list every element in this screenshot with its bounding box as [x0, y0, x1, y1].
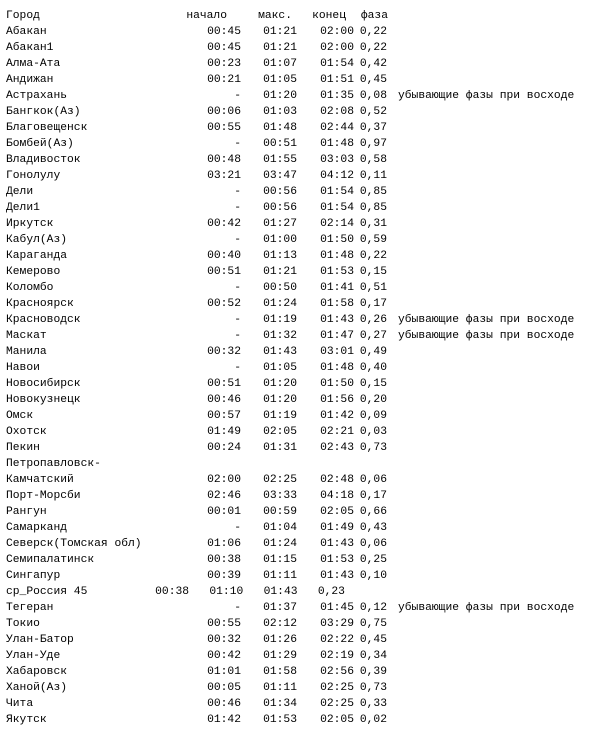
table-row: [6, 664, 612, 680]
max-time-cell: 01:19: [263, 314, 297, 326]
start-time-cell: 00:45: [207, 42, 241, 54]
table-row: [6, 72, 612, 88]
max-time-cell: 01:48: [263, 122, 297, 134]
start-time-cell: -: [234, 138, 241, 150]
city-cell: Кабул(Аз): [6, 234, 68, 246]
header-end: конец: [312, 10, 346, 22]
start-time-cell: 02:00: [207, 474, 241, 486]
max-time-cell: 01:04: [263, 522, 297, 534]
max-time-cell: 01:24: [263, 538, 297, 550]
end-time-cell: 01:50: [320, 234, 354, 246]
city-cell: Бомбей(Аз): [6, 138, 74, 150]
end-time-cell: 01:42: [320, 410, 354, 422]
end-time-cell: 03:01: [320, 346, 354, 358]
city-cell: Астрахань: [6, 90, 68, 102]
table-row: [6, 24, 612, 40]
city-cell: Абакан1: [6, 42, 54, 54]
phase-cell: 0,17: [359, 490, 387, 502]
city-cell: Семипалатинск: [6, 554, 95, 566]
phase-cell: 0,09: [359, 410, 387, 422]
start-time-cell: 00:48: [207, 154, 241, 166]
city-cell: Красноярск: [6, 298, 74, 310]
max-time-cell: 01:19: [263, 410, 297, 422]
start-time-cell: 00:55: [207, 618, 241, 630]
max-time-cell: 01:11: [263, 682, 297, 694]
phase-cell: 0,49: [359, 346, 387, 358]
max-time-cell: 01:21: [263, 42, 297, 54]
max-time-cell: 01:29: [263, 650, 297, 662]
max-time-cell: 00:59: [263, 506, 297, 518]
end-time-cell: 01:56: [320, 394, 354, 406]
city-cell: Алма-Ата: [6, 58, 61, 70]
table-row: [6, 536, 612, 552]
max-time-cell: 01:53: [263, 714, 297, 726]
table-header: [6, 8, 612, 24]
phase-cell: 0,45: [359, 74, 387, 86]
table-row: [6, 40, 612, 56]
phase-cell: 0,75: [359, 618, 387, 630]
phase-cell: 0,40: [359, 362, 387, 374]
end-time-cell: 01:41: [320, 282, 354, 294]
phase-cell: 0,11: [359, 170, 387, 182]
max-time-cell: 01:20: [263, 378, 297, 390]
phase-cell: 0,06: [359, 474, 387, 486]
city-cell: Хабаровск: [6, 666, 68, 678]
end-time-cell: 01:50: [320, 378, 354, 390]
start-time-cell: 00:39: [207, 570, 241, 582]
city-cell: Андижан: [6, 74, 54, 86]
phase-cell: 0,51: [359, 282, 387, 294]
phase-cell: 0,97: [359, 138, 387, 150]
phase-cell: 0,73: [359, 682, 387, 694]
start-time-cell: 00:46: [207, 698, 241, 710]
start-time-cell: -: [234, 522, 241, 534]
table-row: [6, 616, 612, 632]
table-row: [6, 696, 612, 712]
max-time-cell: 03:33: [263, 490, 297, 502]
max-time-cell: 01:32: [263, 330, 297, 342]
start-time-cell: 00:51: [207, 266, 241, 278]
max-time-cell: 01:55: [263, 154, 297, 166]
phase-cell: 0,33: [359, 698, 387, 710]
start-time-cell: 00:23: [207, 58, 241, 70]
phase-cell: 0,43: [359, 522, 387, 534]
max-time-cell: 02:05: [263, 426, 297, 438]
end-time-cell: 02:05: [320, 714, 354, 726]
table-row: [6, 152, 612, 168]
max-time-cell: 00:50: [263, 282, 297, 294]
max-time-cell: 01:58: [263, 666, 297, 678]
start-time-cell: 00:38: [207, 554, 241, 566]
table-row: [6, 552, 612, 568]
max-time-cell: 02:25: [263, 474, 297, 486]
end-time-cell: 02:43: [320, 442, 354, 454]
start-time-cell: 00:32: [207, 634, 241, 646]
max-time-cell: 01:21: [263, 26, 297, 38]
max-time-cell: 00:51: [263, 138, 297, 150]
city-cell: Омск: [6, 410, 34, 422]
note-cell: убывающие фазы при восходе: [398, 314, 575, 326]
end-time-cell: 01:53: [320, 554, 354, 566]
phase-cell: 0,66: [359, 506, 387, 518]
start-time-cell: 00:55: [207, 122, 241, 134]
end-time-cell: 01:51: [320, 74, 354, 86]
max-time-cell: 01:37: [263, 602, 297, 614]
max-time-cell: 01:05: [263, 362, 297, 374]
phase-cell: 0,17: [359, 298, 387, 310]
city-cell: Улан-Уде: [6, 650, 61, 662]
table-row: [6, 264, 612, 280]
start-time-cell: -: [234, 362, 241, 374]
phase-cell: 0,02: [359, 714, 387, 726]
end-time-cell: 01:45: [320, 602, 354, 614]
city-cell: Токио: [6, 618, 40, 630]
phase-cell: 0,22: [359, 42, 387, 54]
start-time-cell: -: [234, 282, 241, 294]
end-time-cell: 01:35: [320, 90, 354, 102]
max-time-cell: 01:43: [263, 346, 297, 358]
header-city: Город: [6, 10, 40, 22]
start-time-cell: 00:51: [207, 378, 241, 390]
city-cell: Караганда: [6, 250, 68, 262]
table-row: [6, 88, 612, 104]
city-cell: Маскат: [6, 330, 47, 342]
table-row: [6, 344, 612, 360]
end-time-cell: 01:48: [320, 362, 354, 374]
table-row: [6, 600, 612, 616]
table-row: [6, 456, 612, 472]
city-cell: Самарканд: [6, 522, 68, 534]
end-time-cell: 01:47: [320, 330, 354, 342]
end-time-cell: 03:03: [320, 154, 354, 166]
city-cell: Благовещенск: [6, 122, 88, 134]
table-row: [6, 232, 612, 248]
max-time-cell: 01:26: [263, 634, 297, 646]
phase-cell: 0,37: [359, 122, 387, 134]
header-phase: фаза: [360, 10, 388, 22]
end-time-cell: 01:53: [320, 266, 354, 278]
max-time-cell: 01:21: [263, 266, 297, 278]
max-time-cell: 01:20: [263, 90, 297, 102]
table-row: [6, 296, 612, 312]
table-row: [6, 568, 612, 584]
city-cell: Рангун: [6, 506, 47, 518]
start-time-cell: -: [234, 330, 241, 342]
end-time-cell: 02:14: [320, 218, 354, 230]
max-time-cell: 02:12: [263, 618, 297, 630]
city-cell: Порт-Морсби: [6, 490, 81, 502]
table-row: [6, 56, 612, 72]
start-time-cell: 00:42: [207, 218, 241, 230]
city-cell: Сингапур: [6, 570, 61, 582]
end-time-cell: 04:12: [320, 170, 354, 182]
start-time-cell: -: [234, 186, 241, 198]
end-time-cell: 01:49: [320, 522, 354, 534]
phase-cell: 0,31: [359, 218, 387, 230]
start-time-cell: 00:42: [207, 650, 241, 662]
table-row: [6, 504, 612, 520]
header-start: начало: [186, 10, 227, 22]
phase-cell: 0,59: [359, 234, 387, 246]
start-time-cell: 00:01: [207, 506, 241, 518]
start-time-cell: 00:45: [207, 26, 241, 38]
table-row: [6, 120, 612, 136]
table-row: [6, 680, 612, 696]
phase-cell: 0,27: [359, 330, 387, 342]
max-time-cell: 03:47: [263, 170, 297, 182]
table-row: [6, 712, 612, 728]
table-row: [6, 408, 612, 424]
end-time-cell: 01:43: [320, 314, 354, 326]
phase-cell: 0,25: [359, 554, 387, 566]
summary-line: ср_Россия 45 00:38 01:10 01:43 0,23: [6, 586, 345, 598]
city-cell: Ханой(Аз): [6, 682, 68, 694]
max-time-cell: 01:11: [263, 570, 297, 582]
end-time-cell: 02:25: [320, 698, 354, 710]
end-time-cell: 01:58: [320, 298, 354, 310]
city-cell: Бангкок(Аз): [6, 106, 81, 118]
city-cell: Красноводск: [6, 314, 81, 326]
phase-cell: 0,26: [359, 314, 387, 326]
start-time-cell: -: [234, 602, 241, 614]
phase-cell: 0,85: [359, 186, 387, 198]
max-time-cell: 00:56: [263, 202, 297, 214]
table-row: [6, 648, 612, 664]
end-time-cell: 01:43: [320, 570, 354, 582]
start-time-cell: -: [234, 234, 241, 246]
phase-cell: 0,20: [359, 394, 387, 406]
phase-cell: 0,34: [359, 650, 387, 662]
table-row: [6, 520, 612, 536]
phase-cell: 0,39: [359, 666, 387, 678]
end-time-cell: 02:56: [320, 666, 354, 678]
table-row: [6, 488, 612, 504]
phase-cell: 0,42: [359, 58, 387, 70]
city-cell: Тегеран: [6, 602, 54, 614]
phase-cell: 0,15: [359, 378, 387, 390]
max-time-cell: 01:13: [263, 250, 297, 262]
table-row: [6, 280, 612, 296]
start-time-cell: -: [234, 314, 241, 326]
phase-cell: 0,03: [359, 426, 387, 438]
end-time-cell: 02:22: [320, 634, 354, 646]
city-cell: Кемерово: [6, 266, 61, 278]
max-time-cell: 01:15: [263, 554, 297, 566]
table-row: [6, 184, 612, 200]
end-time-cell: 01:48: [320, 250, 354, 262]
table-row: [6, 104, 612, 120]
phase-cell: 0,22: [359, 250, 387, 262]
eclipse-table: [6, 8, 612, 728]
start-time-cell: 00:46: [207, 394, 241, 406]
end-time-cell: 03:29: [320, 618, 354, 630]
table-row: [6, 376, 612, 392]
start-time-cell: 00:06: [207, 106, 241, 118]
start-time-cell: 00:40: [207, 250, 241, 262]
city-cell: Новокузнецк: [6, 394, 81, 406]
phase-cell: 0,12: [359, 602, 387, 614]
city-cell: Гонолулу: [6, 170, 61, 182]
start-time-cell: -: [234, 202, 241, 214]
city-cell: Петропавловск-: [6, 458, 101, 470]
start-time-cell: 01:42: [207, 714, 241, 726]
table-row: [6, 216, 612, 232]
city-cell: Северск(Томская обл): [6, 538, 142, 550]
end-time-cell: 02:00: [320, 42, 354, 54]
note-cell: убывающие фазы при восходе: [398, 602, 575, 614]
table-row: [6, 472, 612, 488]
table-row: [6, 168, 612, 184]
start-time-cell: 02:46: [207, 490, 241, 502]
end-time-cell: 01:54: [320, 202, 354, 214]
max-time-cell: 01:07: [263, 58, 297, 70]
phase-cell: 0,45: [359, 634, 387, 646]
city-cell: Новосибирск: [6, 378, 81, 390]
start-time-cell: -: [234, 90, 241, 102]
end-time-cell: 01:43: [320, 538, 354, 550]
end-time-cell: 04:18: [320, 490, 354, 502]
table-row: [6, 440, 612, 456]
end-time-cell: 02:25: [320, 682, 354, 694]
city-cell: Навои: [6, 362, 40, 374]
table-body: [6, 24, 612, 728]
start-time-cell: 00:32: [207, 346, 241, 358]
max-time-cell: 00:56: [263, 186, 297, 198]
city-cell: Коломбо: [6, 282, 54, 294]
end-time-cell: 01:54: [320, 186, 354, 198]
start-time-cell: 03:21: [207, 170, 241, 182]
start-time-cell: 01:06: [207, 538, 241, 550]
phase-cell: 0,52: [359, 106, 387, 118]
city-cell: Камчатский: [6, 474, 74, 486]
phase-cell: 0,73: [359, 442, 387, 454]
max-time-cell: 01:05: [263, 74, 297, 86]
header-max: макс.: [258, 10, 292, 22]
note-cell: убывающие фазы при восходе: [398, 330, 575, 342]
end-time-cell: 02:19: [320, 650, 354, 662]
max-time-cell: 01:00: [263, 234, 297, 246]
max-time-cell: 01:24: [263, 298, 297, 310]
table-row: [6, 248, 612, 264]
city-cell: Чита: [6, 698, 34, 710]
phase-cell: 0,22: [359, 26, 387, 38]
city-cell: Пекин: [6, 442, 40, 454]
end-time-cell: 02:05: [320, 506, 354, 518]
phase-cell: 0,15: [359, 266, 387, 278]
end-time-cell: 02:48: [320, 474, 354, 486]
max-time-cell: 01:20: [263, 394, 297, 406]
end-time-cell: 02:08: [320, 106, 354, 118]
table-row: [6, 424, 612, 440]
phase-cell: 0,10: [359, 570, 387, 582]
city-cell: Владивосток: [6, 154, 81, 166]
start-time-cell: 00:57: [207, 410, 241, 422]
city-cell: Манила: [6, 346, 47, 358]
start-time-cell: 00:05: [207, 682, 241, 694]
city-cell: Дели: [6, 186, 34, 198]
start-time-cell: 01:49: [207, 426, 241, 438]
max-time-cell: 01:27: [263, 218, 297, 230]
max-time-cell: 01:03: [263, 106, 297, 118]
table-row: [6, 136, 612, 152]
end-time-cell: 02:21: [320, 426, 354, 438]
end-time-cell: 02:44: [320, 122, 354, 134]
end-time-cell: 01:54: [320, 58, 354, 70]
start-time-cell: 01:01: [207, 666, 241, 678]
city-cell: Якутск: [6, 714, 47, 726]
start-time-cell: 00:21: [207, 74, 241, 86]
start-time-cell: 00:52: [207, 298, 241, 310]
table-row: [6, 360, 612, 376]
end-time-cell: 01:48: [320, 138, 354, 150]
max-time-cell: 01:31: [263, 442, 297, 454]
start-time-cell: 00:24: [207, 442, 241, 454]
end-time-cell: 02:00: [320, 26, 354, 38]
phase-cell: 0,85: [359, 202, 387, 214]
city-cell: Иркутск: [6, 218, 54, 230]
city-cell: Дели1: [6, 202, 40, 214]
table-row: [6, 632, 612, 648]
phase-cell: 0,08: [359, 90, 387, 102]
table-row: [6, 312, 612, 328]
city-cell: Абакан: [6, 26, 47, 38]
max-time-cell: 01:34: [263, 698, 297, 710]
phase-cell: 0,06: [359, 538, 387, 550]
phase-cell: 0,58: [359, 154, 387, 166]
table-row: [6, 328, 612, 344]
city-cell: Охотск: [6, 426, 47, 438]
table-row: [6, 200, 612, 216]
table-row: [6, 392, 612, 408]
table-row: [6, 584, 612, 600]
note-cell: убывающие фазы при восходе: [398, 90, 575, 102]
city-cell: Улан-Батор: [6, 634, 74, 646]
